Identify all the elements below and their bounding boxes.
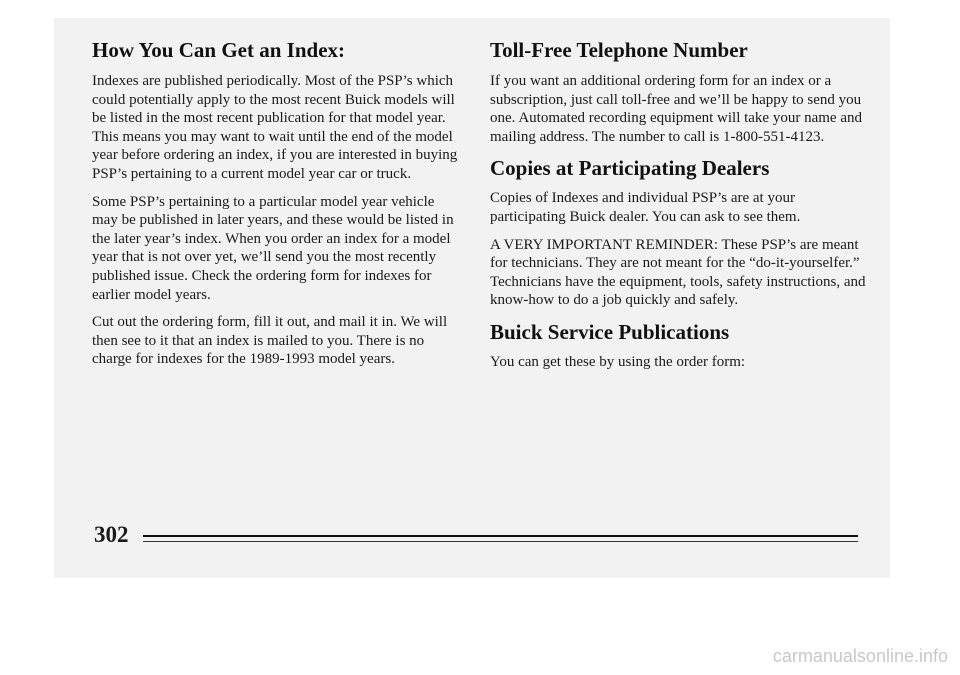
left-column: [92, 38, 462, 378]
dealers-paragraph-1: Copies of Indexes and individual PSP’s are at your participating Buick dealer. You can ask to see them.: [490, 190, 801, 225]
toll-free-paragraph: If you want an additional ordering form for an index or a subscription, just call toll-free and we’ll be happy to send you one. Automated recording equipment will take your name and mailing address. The number to call is 1-800-551-4123.: [490, 73, 862, 145]
publications-heading: Buick Service Publications: [490, 319, 730, 344]
index-paragraph-3: Cut out the ordering form, fill it out, and mail it in. We will then see to it that an index is mailed to you. There is no charge for indexes for the 1989-1993 model years.: [92, 314, 448, 368]
index-paragraph-2: Some PSP’s pertaining to a particular model year vehicle may be published in later years, and these would be listed in the later year’s index. When you order an index for a model year that is not over yet, we’ll send you the most recently published issue. Check the ordering form for indexes for earlier model years.: [92, 193, 454, 303]
right-column: [490, 38, 870, 381]
index-paragraph-1: Indexes are published periodically. Most of the PSP’s which could potentially apply to the most recent Buick models will be listed in the most recent publication for that model year. This means you may want to wait until the end of the model year before ordering an index, if you are interested in buying PSP’s pertaining to a current model year car or truck.: [92, 73, 458, 182]
manual-page: [54, 18, 890, 578]
watermark-text: carmanualsonline.info: [772, 646, 948, 666]
page-footer: [94, 522, 874, 552]
publications-paragraph: You can get these by using the order form:: [490, 353, 746, 370]
footer-rule-thick: [143, 535, 858, 537]
index-heading: How You Can Get an Index:: [92, 38, 346, 62]
dealers-paragraph-2: A VERY IMPORTANT REMINDER: These PSP’s are meant for technicians. They are not meant for the “do-it-yourselfer.” Technicians have the equipment, tools, safety instructions, and know-how to do a job quickly and safely.: [490, 236, 866, 309]
toll-free-heading: Toll-Free Telephone Number: [490, 38, 748, 62]
footer-rule-thin: [143, 541, 858, 542]
page-number: 302: [94, 522, 129, 547]
dealers-heading: Copies at Participating Dealers: [490, 156, 770, 181]
